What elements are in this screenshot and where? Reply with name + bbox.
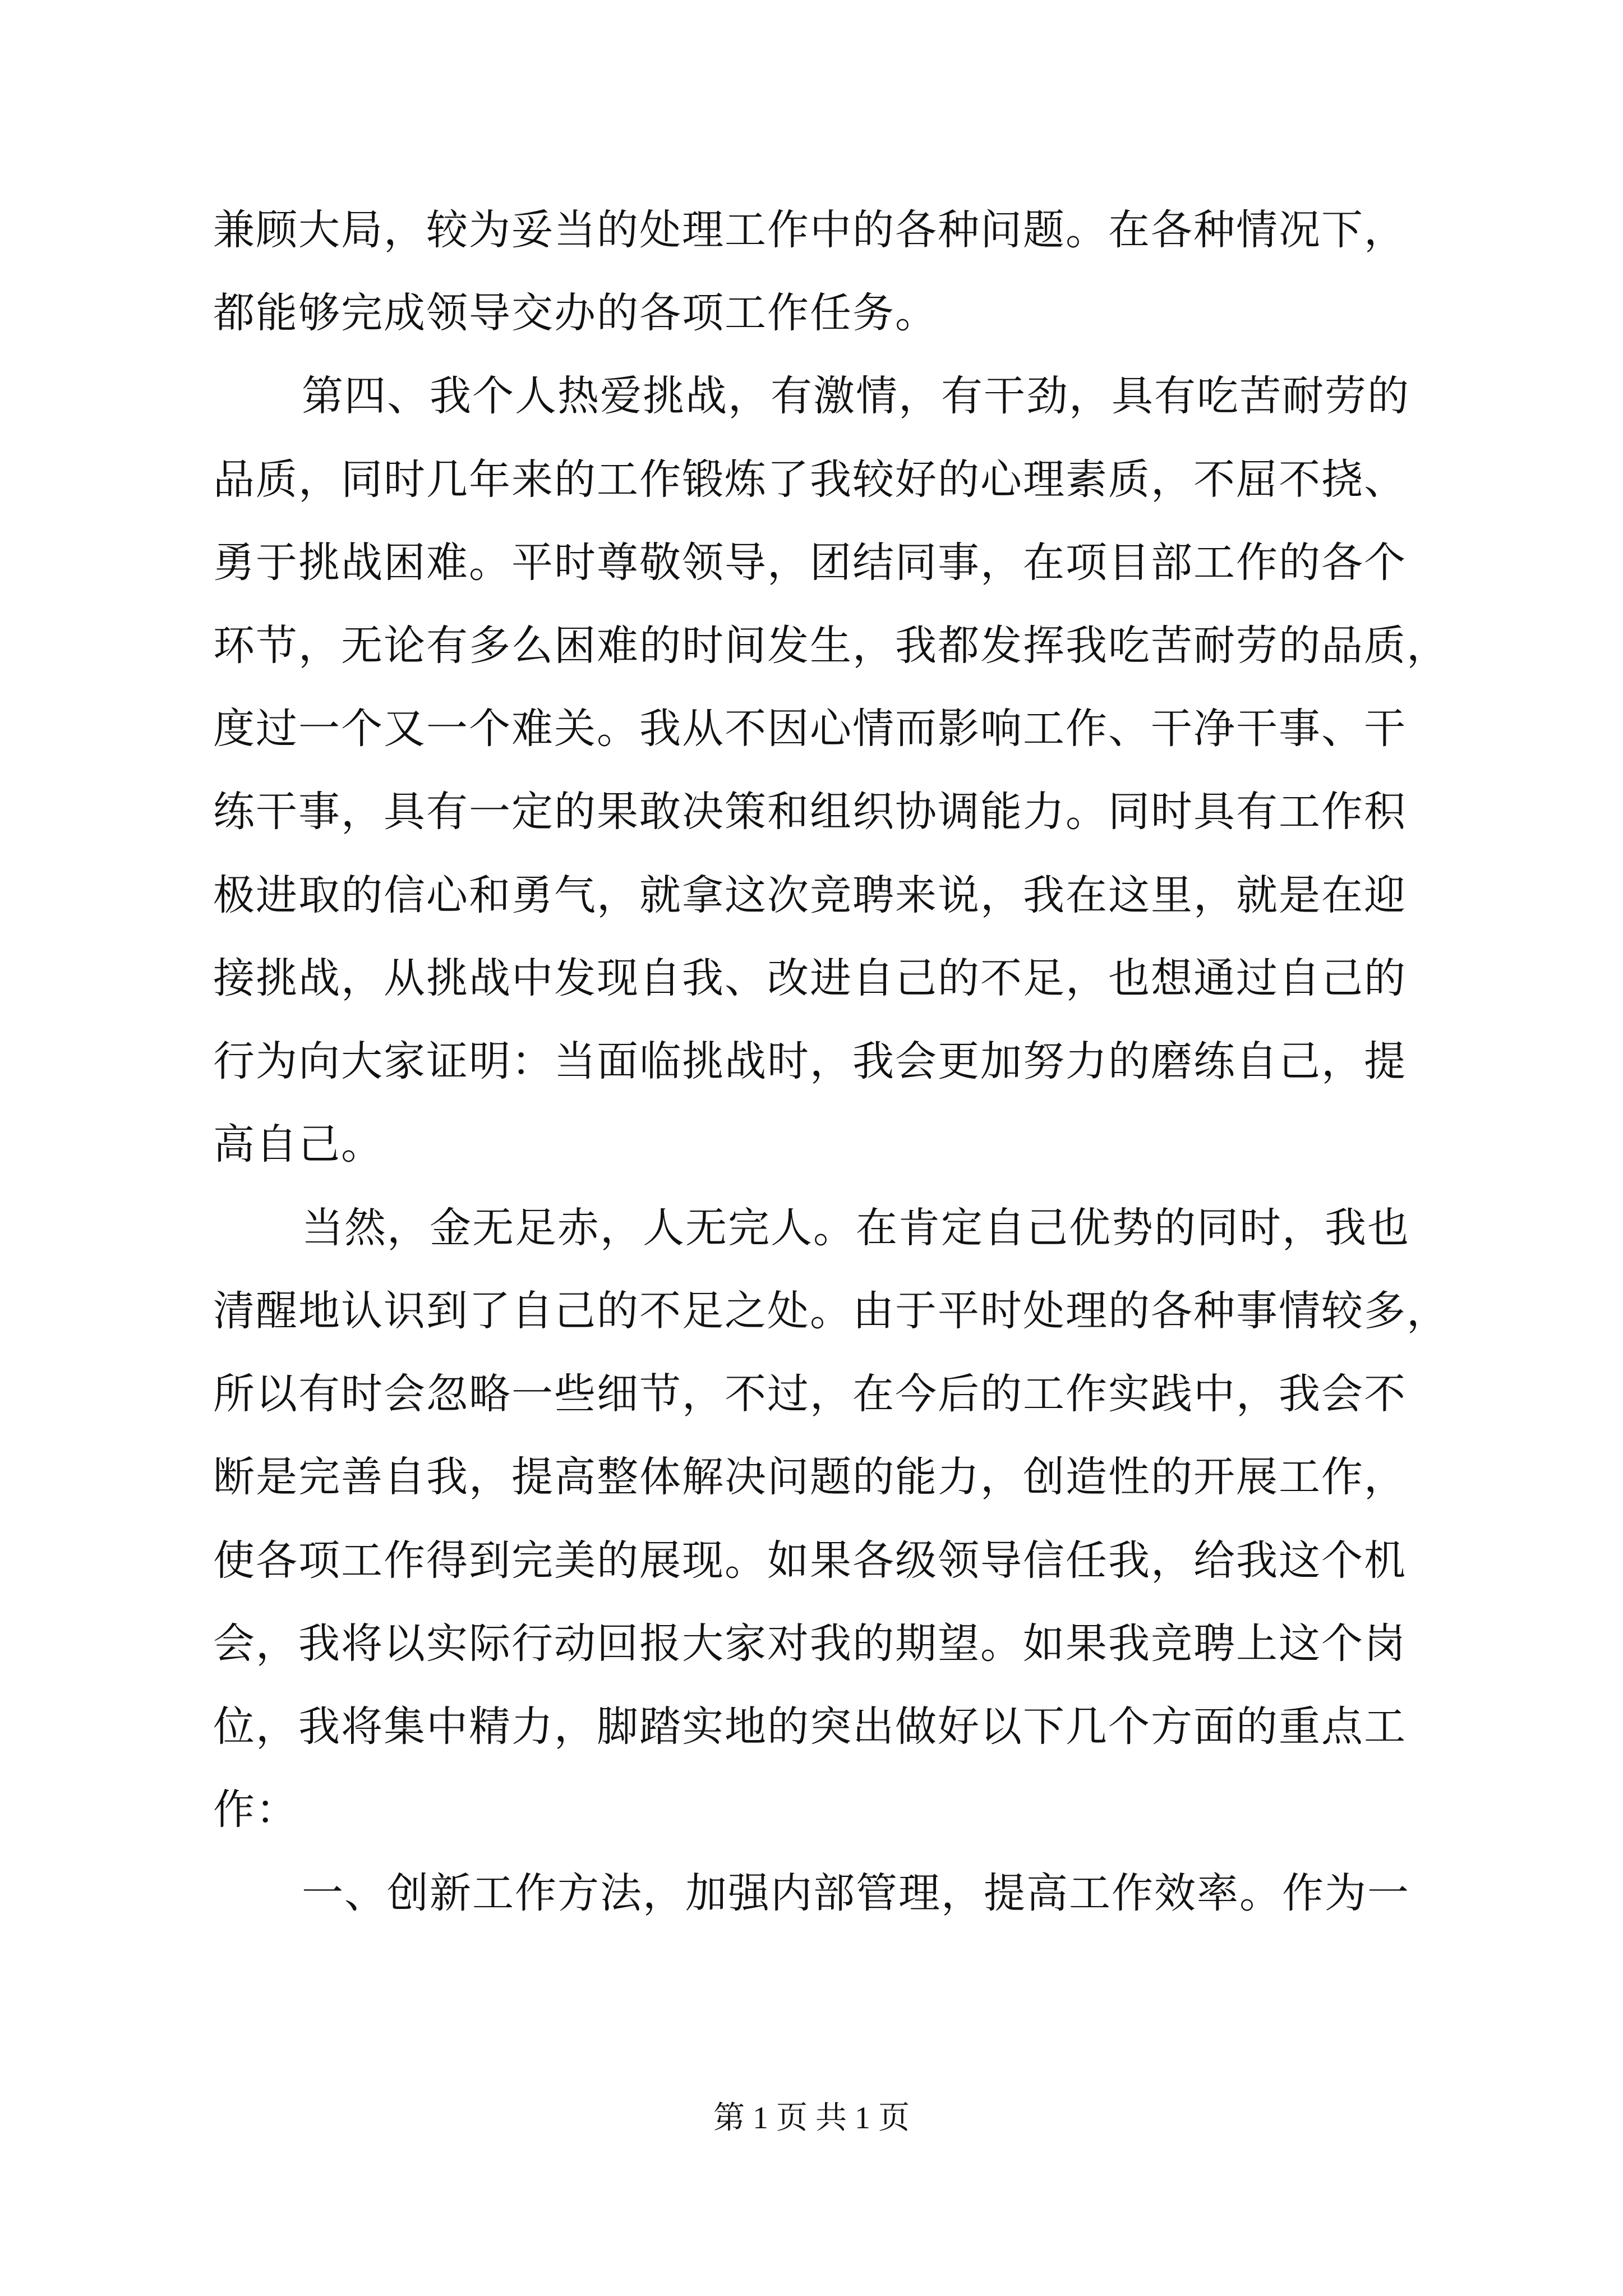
paragraph-start-line: 当然，金无足赤，人无完人。在肯定自己优势的同时，我也 xyxy=(302,1204,1410,1252)
text-line: 都能够完成领导交办的各项工作任务。 xyxy=(213,289,938,337)
paragraph-start-line: 一、创新工作方法，加强内部管理，提高工作效率。作为一 xyxy=(302,1869,1410,1917)
text-line: 接挑战，从挑战中发现自我、改进自己的不足，也想通过自己的 xyxy=(213,954,1407,1002)
text-line: 勇于挑战困难。平时尊敬领导，团结同事，在项目部工作的各个 xyxy=(213,539,1407,587)
text-line: 品质，同时几年来的工作锻炼了我较好的心理素质，不屈不挠、 xyxy=(213,455,1407,504)
text-line: 行为向大家证明：当面临挑战时，我会更加努力的磨练自己，提 xyxy=(213,1037,1407,1085)
text-line: 极进取的信心和勇气，就拿这次竞聘来说，我在这里，就是在迎 xyxy=(213,871,1407,919)
text-line: 兼顾大局，较为妥当的处理工作中的各种问题。在各种情况下， xyxy=(213,206,1407,254)
text-line: 使各项工作得到完美的展现。如果各级领导信任我，给我这个机 xyxy=(213,1536,1407,1585)
text-line: 练干事，具有一定的果敢决策和组织协调能力。同时具有工作积 xyxy=(213,788,1407,836)
page-footer: 第 1 页 共 1 页 xyxy=(713,2101,910,2136)
text-line: 作： xyxy=(213,1786,298,1834)
text-line: 会，我将以实际行动回报大家对我的期望。如果我竞聘上这个岗 xyxy=(213,1619,1407,1668)
text-line: 所以有时会忽略一些细节，不过，在今后的工作实践中，我会不 xyxy=(213,1370,1407,1418)
text-line: 清醒地认识到了自己的不足之处。由于平时处理的各种事情较多， xyxy=(213,1287,1449,1335)
text-line: 断是完善自我，提高整体解决问题的能力，创造性的开展工作， xyxy=(213,1453,1407,1501)
text-line: 高自己。 xyxy=(213,1120,384,1168)
paragraph-start-line: 第四、我个人热爱挑战，有激情，有干劲，具有吃苦耐劳的 xyxy=(302,372,1410,420)
text-line: 位，我将集中精力，脚踏实地的突出做好以下几个方面的重点工 xyxy=(213,1703,1407,1751)
text-line: 度过一个又一个难关。我从不因心情而影响工作、干净干事、干 xyxy=(213,705,1407,753)
text-line: 环节，无论有多么困难的时间发生，我都发挥我吃苦耐劳的品质， xyxy=(213,622,1449,670)
